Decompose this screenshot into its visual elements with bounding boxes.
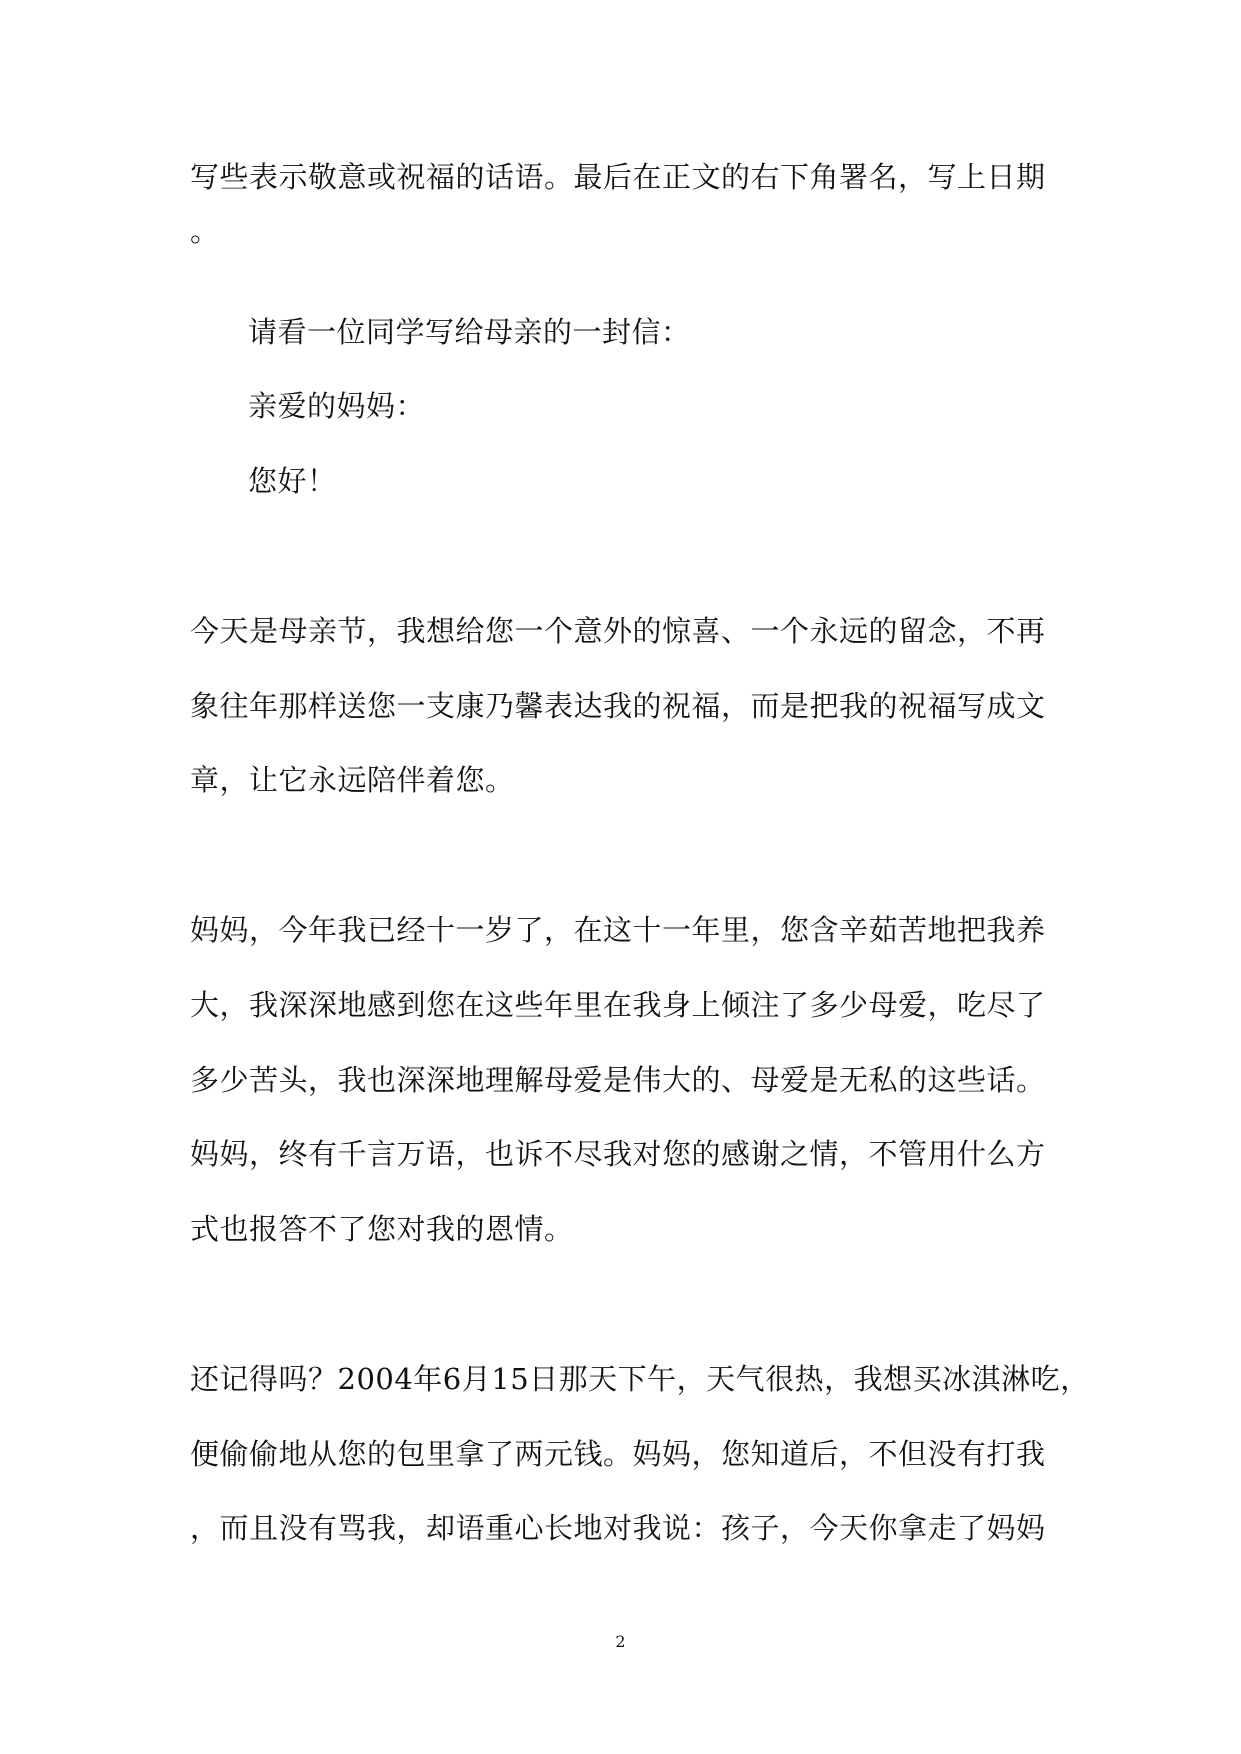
text-line: 多少苦头，我也深深地理解母爱是伟大的、母爱是无私的这些话。 — [190, 1063, 1046, 1097]
text-line: 式也报答不了您对我的恩情。 — [190, 1212, 574, 1246]
text-line: 今天是母亲节，我想给您一个意外的惊喜、一个永远的留念，不再 — [190, 614, 1046, 648]
text-line: 。 — [190, 214, 220, 248]
text-line: 象往年那样送您一支康乃馨表达我的祝福，而是把我的祝福写成文 — [190, 689, 1046, 723]
text-line: 章，让它永远陪伴着您。 — [190, 763, 515, 797]
text-line: ，而且没有骂我，却语重心长地对我说：孩子，今天你拿走了妈妈 — [190, 1511, 1046, 1545]
text-line: 便偷偷地从您的包里拿了两元钱。妈妈，您知道后，不但没有打我 — [190, 1437, 1046, 1471]
text-line: 写些表示敬意或祝福的话语。最后在正文的右下角署名，写上日期 — [190, 160, 1046, 194]
text-line: 还记得吗？2004年6月15日那天下午，天气很热，我想买冰淇淋吃， — [190, 1362, 1090, 1396]
page-number: 2 — [615, 1632, 626, 1651]
letter-greeting: 您好！ — [248, 464, 337, 498]
text-line: 请看一位同学写给母亲的一封信： — [248, 315, 691, 349]
text-line: 大，我深深地感到您在这些年里在我身上倾注了多少母爱，吃尽了 — [190, 988, 1046, 1022]
text-line: 妈妈，今年我已经十一岁了，在这十一年里，您含辛茹苦地把我养 — [190, 913, 1046, 947]
letter-salutation: 亲爱的妈妈： — [248, 389, 426, 423]
text-line: 妈妈，终有千言万语，也诉不尽我对您的感谢之情，不管用什么方 — [190, 1137, 1046, 1171]
